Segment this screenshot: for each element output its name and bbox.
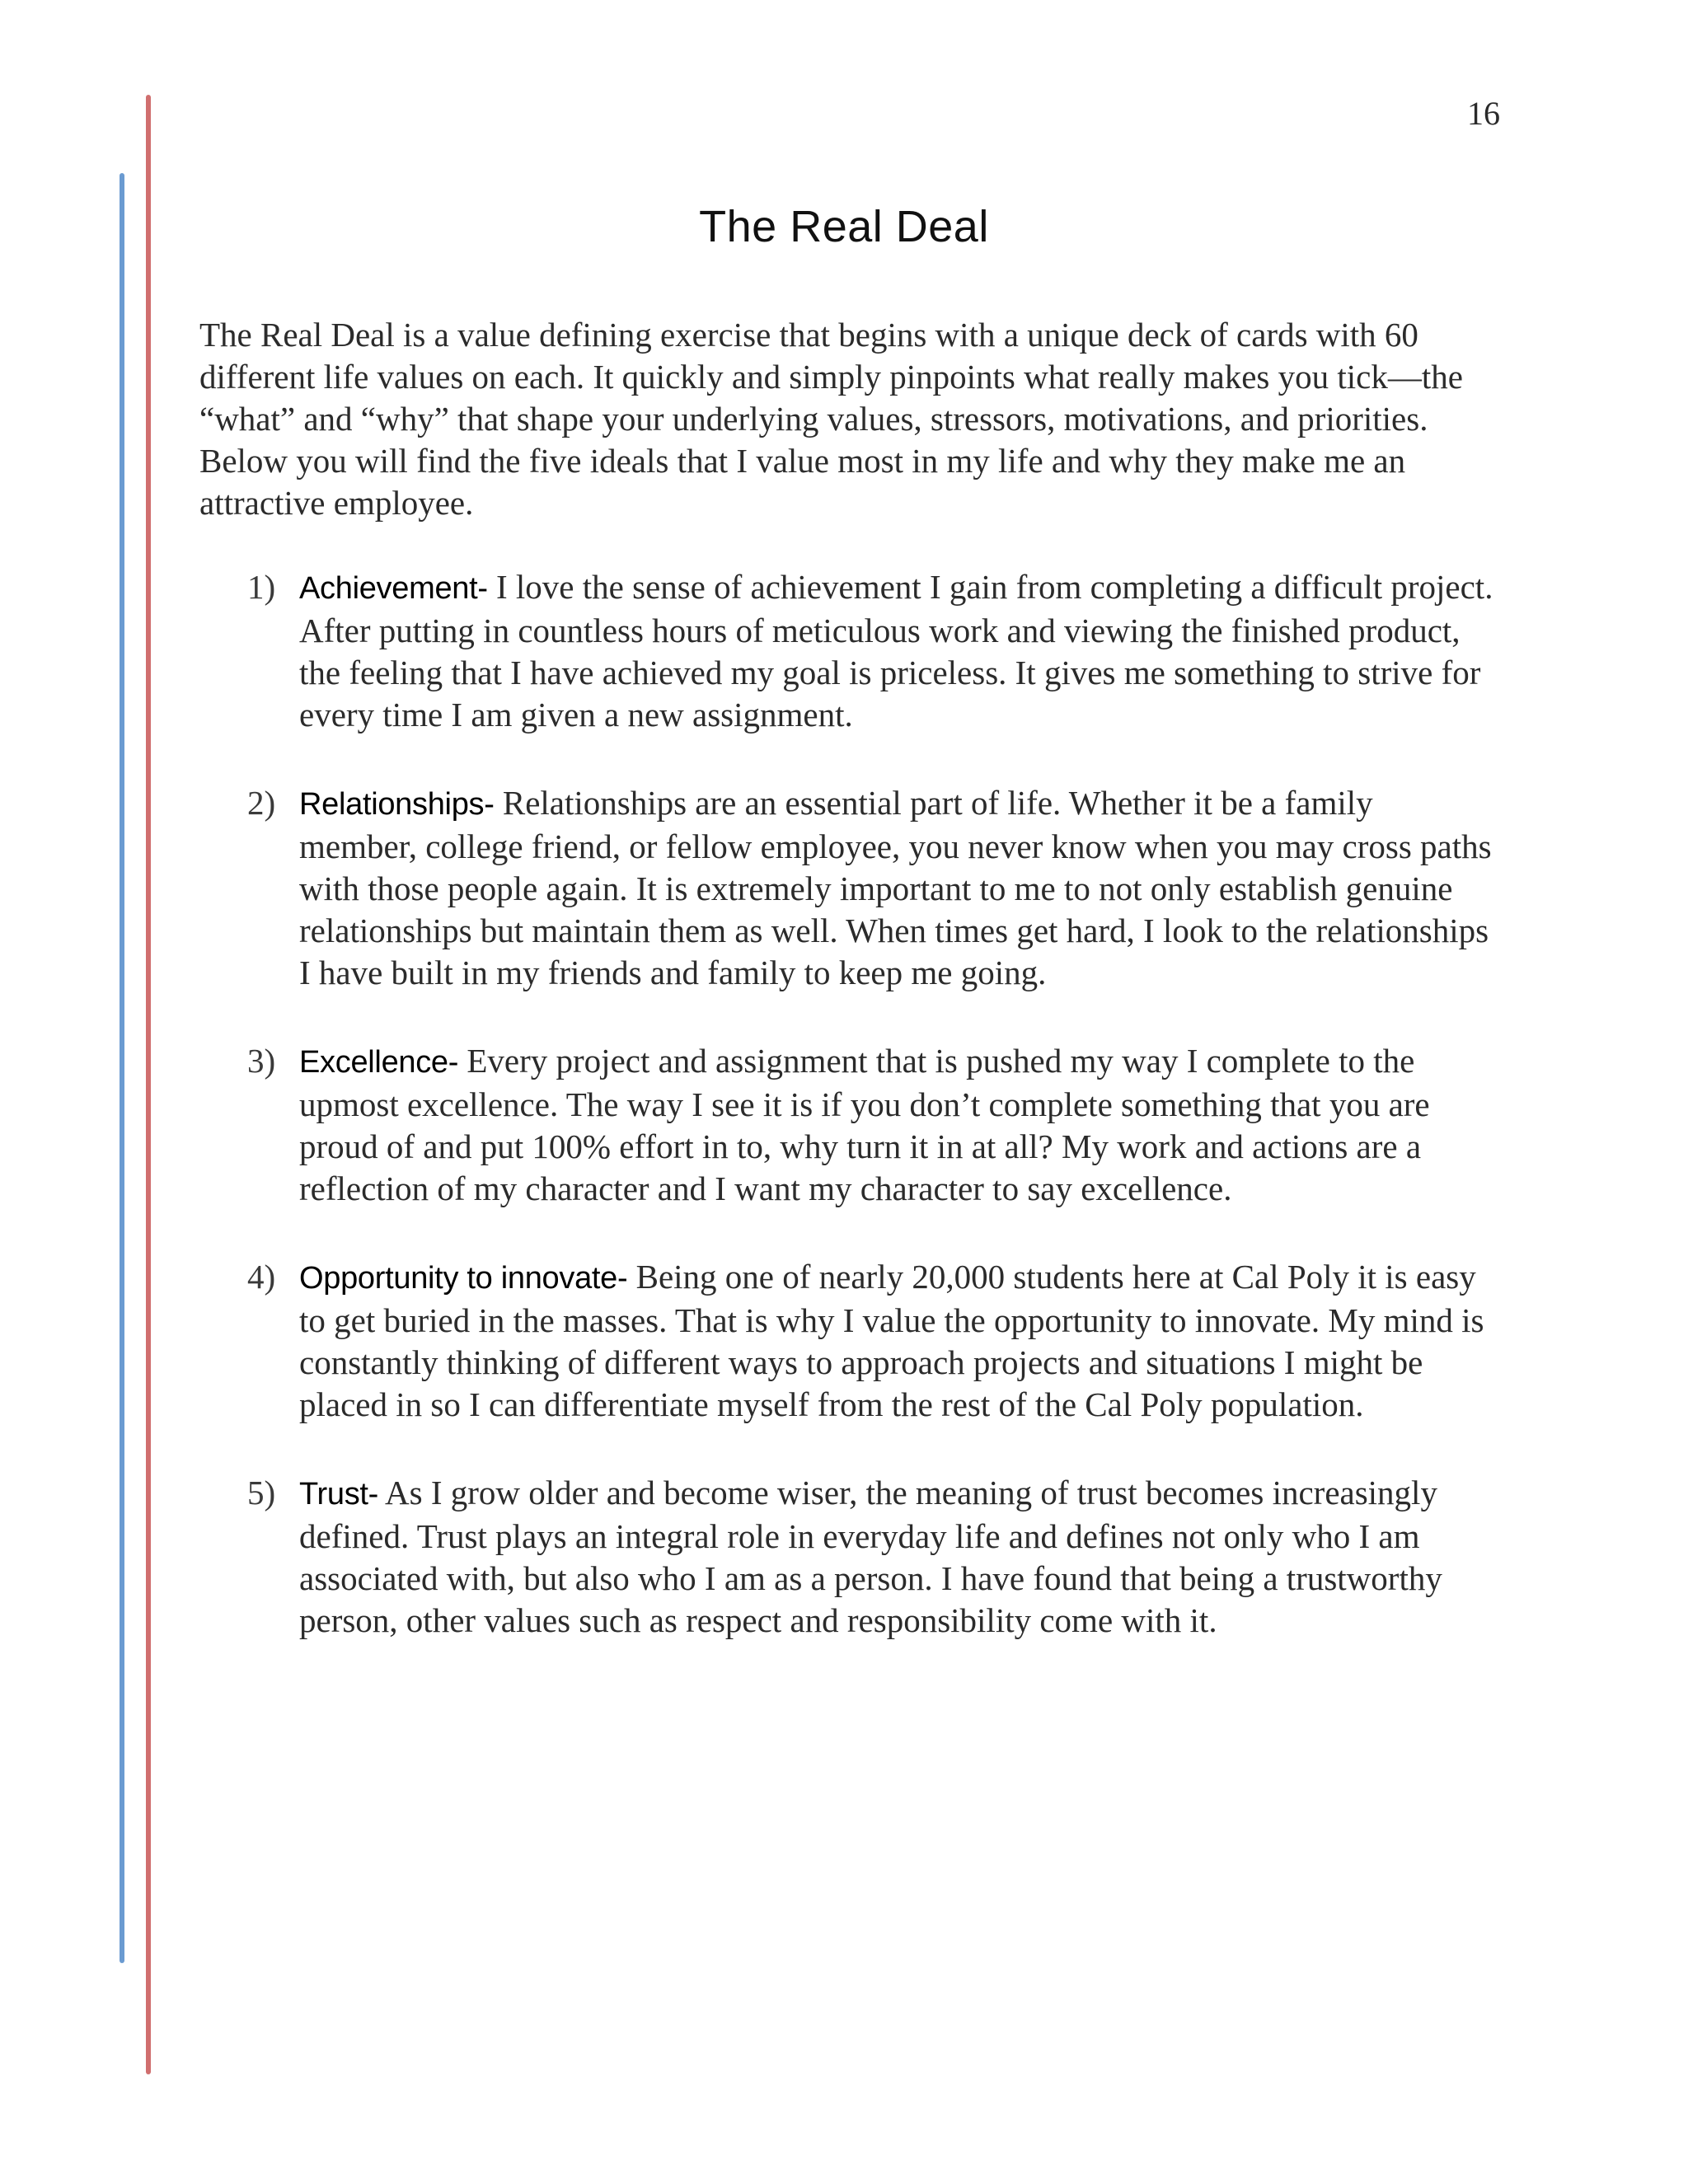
list-item-relationships (199, 782, 1493, 994)
page-number: 16 (1467, 95, 1500, 132)
value-description: Every project and assignment that is pushed my way I complete to the upmost excellence. The way I see it is if you don’t complete something that you are proud of and put 100% effort in to, why turn it in at all? My work and actions are a reflection of my character and I want my character to say excellence. (299, 1042, 1430, 1207)
value-term: Trust- (299, 1477, 379, 1511)
list-item-number: 5) (247, 1474, 276, 1511)
value-description: I love the sense of achievement I gain from completing a difficult project. After putting in countless hours of meticulous work and viewing the finished product, the feeling that I have achieved my goal is priceless. It gives me something to strive for every time I am given a new assignment. (299, 568, 1493, 733)
list-item-trust (199, 1472, 1493, 1642)
list-item-excellence (199, 1040, 1493, 1210)
list-item-achievement (199, 566, 1493, 736)
value-description: Relationships are an essential part of life. Whether it be a family member, college friend, or fellow employee, you never know when you may cross paths with those people again. It is extremely important to me to not only establish genuine relationships but maintain them as well. When times get hard, I look to the relationships I have built in my friends and family to keep me going. (299, 784, 1492, 991)
list-item-number: 1) (247, 568, 276, 606)
intro-paragraph: The Real Deal is a value defining exercise that begins with a unique deck of cards with 60 different life values on each. It quickly and simply pinpoints what really makes you tick—the “what” and “why” that shape your underlying values, stressors, motivations, and priorities. Below you will find the five ideals that I value most in my life and why they make me an attractive employee. (199, 316, 1463, 522)
list-item-number: 4) (247, 1258, 276, 1296)
value-term: Achievement- (299, 571, 488, 606)
value-term: Relationships- (299, 787, 495, 822)
margin-rule-blue (120, 173, 124, 1963)
list-item-number: 3) (247, 1042, 276, 1080)
value-term: Excellence- (299, 1045, 459, 1080)
list-item-opportunity-to-innovate (199, 1256, 1493, 1426)
margin-rule-red (146, 95, 151, 2074)
value-term: Opportunity to innovate- (299, 1261, 628, 1296)
value-description: Being one of nearly 20,000 students here at Cal Poly it is easy to get buried in the masses. That is why I value the opportunity to innovate. My mind is constantly thinking of different ways to approach projects and situations I might be placed in so I can differentiate myself from the rest of the Cal Poly population. (299, 1258, 1484, 1423)
list-item-number: 2) (247, 784, 276, 822)
values-list (199, 566, 1493, 1688)
value-description: As I grow older and become wiser, the meaning of trust becomes increasingly defined. Trust plays an integral role in everyday life and defines not only who I am associated with, but also who I am as a person. I have found that being a trustworthy person, other values such as respect and responsibility come with it. (299, 1474, 1442, 1639)
page-title: The Real Deal (699, 202, 989, 251)
